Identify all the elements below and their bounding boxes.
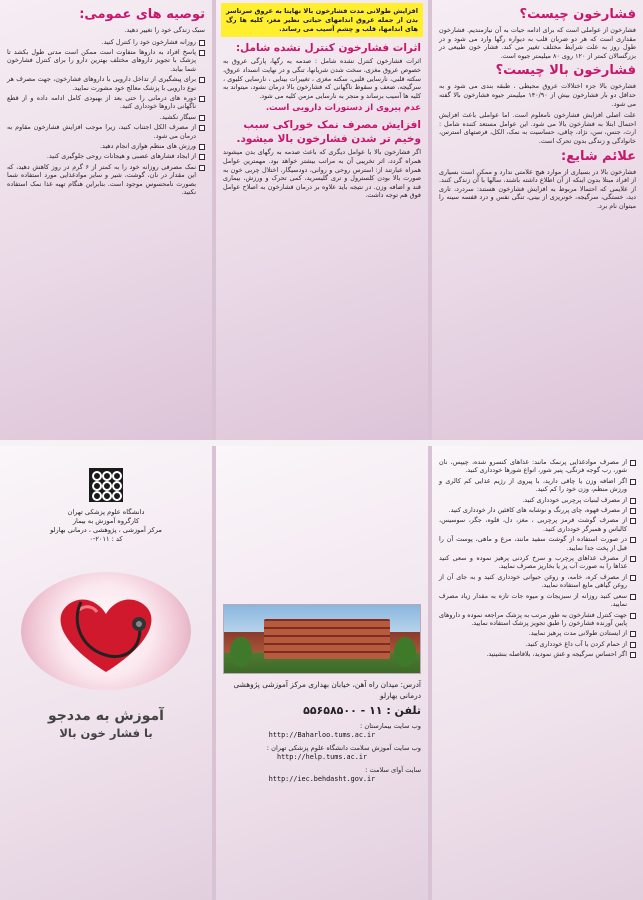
recommendations-list (7, 38, 205, 197)
heading-symptoms: علائم شایع: (561, 148, 636, 164)
cover-subtitle: با فشار خون بالا (59, 726, 153, 740)
address-text: آدرس: میدان راه آهن، خیابان بهداری مرکز آموزشی پژوهشی درمانی بهارلو (233, 680, 421, 700)
panel-effects (216, 0, 428, 440)
list-item: سعی کنید روزانه از سبزیجات و میوه جات تازه به مقدار زیاد مصرف نمایید. (439, 592, 636, 609)
list-item: از مصرف گوشت قرمز پرچربی ، مغز، دل، قلوه، جگر، سوسیس، کالباس و همبرگر خودداری کنید. (439, 516, 636, 533)
text-effects: اثرات فشارخون کنترل نشده شامل : صدمه به رگها، پارگی عروق به خصوص عروق مغزی، سخت شدن شریانها، تنگی و در نهایت انسداد عروق، سکته قلبی، نارسایی قلبی، سکته مغزی ، تغییرات بینایی ، نارسایی کلیوی ، سرگیجه، ضعف و سقوط ناگهانی که فشارخون بالا درمان نشود، میتواند به کلیه ها آسیب برساند و منجر به نارسایی مزمن کلیه می شود. (223, 57, 421, 100)
text-causes: علت اصلی افزایش فشارخون نامعلوم است. اما عواملی باعث افزایش احتمال ابتلا به فشارخون بالا می شود. این عوامل مستعد کننده شامل : ارث، جنس، سن، نژاد، چاقی، حساسیت به نمک، الکل، فرصتهای استرس، خانوادگی و زندگی بدون تحرک است. (439, 111, 636, 145)
heading-recommendations: توصیه های عمومی: (79, 7, 205, 22)
list-item: از حمام کردن با آب داغ خودداری کنید. (439, 640, 636, 648)
center-name: مرکز آموزشی ، پژوهشی ، درمانی بهارلو (50, 526, 162, 534)
list-item: سیگار نکشید. (7, 113, 205, 121)
fold-line (428, 446, 432, 900)
fold-line (428, 0, 432, 440)
fold-line (212, 446, 216, 900)
list-item: ورزش های منظم هوازی انجام دهید. (7, 142, 205, 150)
heart-icon (21, 572, 191, 690)
list-item: از ایجاد فشارهای عصبی و هیجانات روحی جلوگیری کنید. (7, 152, 205, 160)
hospital-building (264, 619, 390, 659)
university-name: دانشگاه علوم پزشکی تهران (67, 508, 145, 516)
list-item: روزانه فشارخون خود را کنترل کنید. (7, 38, 205, 46)
list-item: از ایستادن طولانی مدت پرهیز نمایید. (439, 629, 636, 637)
heading-effects: اثرات فشارخون کنترل نشده شامل: (235, 42, 421, 55)
list-item: پاسخ افراد به داروها متفاوت است ممکن است مدتی طول بکشد تا پزشک با تجویز داروهای مختلف بهترین دارو را برای کنترل فشارخون شما بیابد. (7, 48, 205, 73)
department-name: کارگروه آموزش به بیمار (72, 517, 140, 525)
list-item: برای پیشگیری از تداخل دارویی با داروهای فشارخون، جهت مصرف هر نوع دارویی با پزشک معالج خود مشورت نمایید. (7, 75, 205, 92)
diet-tips-list (439, 458, 636, 659)
web-label: سایت آوای سلامت : (365, 766, 421, 774)
panel-cover (0, 446, 212, 900)
web-label: وب سایت بیمارستان : (360, 722, 421, 730)
list-item: جهت کنترل فشارخون به طور مرتب به پزشک مراجعه نموده و داروهای پایین آورنده فشارخون را طبق تجویز پزشک استفاده نمایید. (439, 611, 636, 628)
list-item: از مصرف لبنیات پرچربی خودداری کنید. (439, 496, 636, 504)
cover-title: آموزش به مددجو (48, 708, 164, 724)
hospital-link[interactable]: http://Baharloo.tums.ac.ir (268, 731, 376, 739)
heading-salt: افزایش مصرف نمک خوراکی سبب وخیم تر شدن فشارخون بالا میشود. (236, 119, 421, 146)
tree-shape (394, 637, 416, 667)
brochure-outside (0, 446, 643, 900)
highlight-box: افزایش طولانی مدت فشارخون بالا نهایتا به عروق سرتاسر بدن از جمله عروق اندامهای حیاتی نظیر مغز، کلیه ها رگ های اندامها، قلب و چشم آسیب می رساند. (221, 3, 423, 37)
web-label: وب سایت آموزش سلامت دانشگاه علوم پزشکی تهران : (266, 744, 421, 752)
document-code: کد : ۲۰۱۱-۰ (89, 535, 123, 543)
list-item: دوره های درمانی را حتی بعد از بهبودی کامل ادامه داده و از قطع ناگهانی داروها خودداری کنید. (7, 94, 205, 111)
fold-line (212, 0, 216, 440)
text-risk-factors: اگر فشارخون بالا با عوامل دیگری که باعث صدمه به رگهای بدن میشوند همراه گردد، اثر تخریبی آن به مراتب بیشتر خواهد بود. مهمترین عوامل همراه عبارتند از: استرس روحی و روانی، دودسیگار، اختلال چربی خون به صورت بالا بودن کلسترول و تری گلیسرید، کمی تحرک و ورزش، بیماری قند و اضافه وزن. در نتیجه باید علاوه بر درمان فشارخون به اصلاح عوامل فوق هم توجه داشت. (223, 148, 421, 200)
list-item: از مصرف موادغذایی پرنمک مانند: غذاهای کنسرو شده، چیپس، نان شور، رب گوجه فرنگی، پنیر شور، انواع شورها خودداری کنید. (439, 458, 636, 475)
heading-high-bp: فشارخون بالا چیست؟ (495, 63, 636, 79)
text-symptoms: فشارخون بالا در بسیاری از موارد هیچ علامتی ندارد و ممکن است بسیاری از افراد مبتلا بدون اینکه از آن اطلاع داشته باشند، سالها با آن زندگی کنند. از علایمی که احتمالا مربوط به افزایش فشارخون هستند: سردرد، تاری دید، خستگی، سرگیجه، خونریزی از بینی، تنگی نفس و درد قفسه سینه را میتوان نام برد. (439, 167, 636, 210)
text-bp-definition: فشارخون از عواملی است که برای ادامه حیات به آن نیازمندیم. فشارخون مقداری است که هر دو ضربان قلب به دیواره رگها وارد می شود و در طول روز به علت شرایط مختلف تغییر می کند. فشار خون طبیعی در بزرگسالان کمتر از ۱۲۰ روی ۸۰ میلیمتر جیوه است. (439, 26, 636, 60)
behdasht-link[interactable]: http://iec.behdasht.gov.ir (268, 775, 376, 783)
panel-definition (432, 0, 643, 440)
hospital-photo (223, 604, 421, 674)
list-item: از مصرف قهوه، چای پررنگ و نوشابه های کافئین دار خودداری کنید. (439, 506, 636, 514)
text-high-bp: فشارخون بالا جزء اختلالات عروق محیطی ، طبقه بندی می شود و به حداقل دو بار فشارخون بیش از ۱۴۰/۹۰ میلیمتر جیوه فشارخون بالا گفته می شود. (439, 82, 637, 108)
university-logo (89, 468, 123, 502)
heading-what-is-bp: فشارخون چیست؟ (519, 7, 636, 22)
list-item: در صورت استفاده از گوشت سفید مانند، مرغ و ماهی، پوست آن را قبل از پخت جدا نمایید. (439, 535, 636, 552)
list-item: اگر احساس سرگیجه و غش نمودید، بلافاصله بنشینید. (439, 650, 636, 658)
heart-stethoscope-image (21, 572, 191, 690)
text-intro: سبک زندگی خود را تغییر دهید. (124, 26, 205, 34)
list-item: از مصرف الکل اجتناب کنید، زیرا موجب افزایش فشارخون مقاوم به درمان می شود. (7, 123, 205, 140)
panel-diet-tips (432, 446, 643, 900)
list-item: اگر اضافه وزن یا چاقی دارید، با پیروی از رژیم غذایی کم کالری و ورزش منظم، وزن خود را کم کنید. (439, 477, 636, 494)
panel-contact (216, 446, 428, 900)
panel-recommendations (0, 0, 212, 440)
phone-number: تلفن : ۱۱ - ۵۵۶۵۸۵۰۰ (303, 704, 421, 717)
brochure-inside (0, 0, 643, 440)
list-item: نمک مصرفی روزانه خود را به کمتر از ۶ گرم در روز کاهش دهید، که این مقدار در نان، گوشت، شیر و سایر موادغذایی مورد استفاده شما بصورت نامحسوس موجود است. بنابراین هنگام تهیه غذا نمک استفاده نکنید. (7, 163, 205, 197)
tree-shape (230, 637, 252, 667)
list-item: از مصرف کره، خامه، و روغن حیوانی خودداری کنید و به جای آن از روغن گیاهی مایع استفاده نمایید. (439, 573, 636, 590)
text-emphasis: عدم پیروی از دستورات دارویی است. (265, 103, 421, 114)
list-item: از مصرف غذاهای پرچرب و سرخ کردنی پرهیز نموده و سعی کنید غذاها را به صورت آب پز یا بخارپز مصرف نمایید. (439, 554, 636, 571)
health-education-link[interactable]: http://help.tums.ac.ir (276, 753, 368, 761)
